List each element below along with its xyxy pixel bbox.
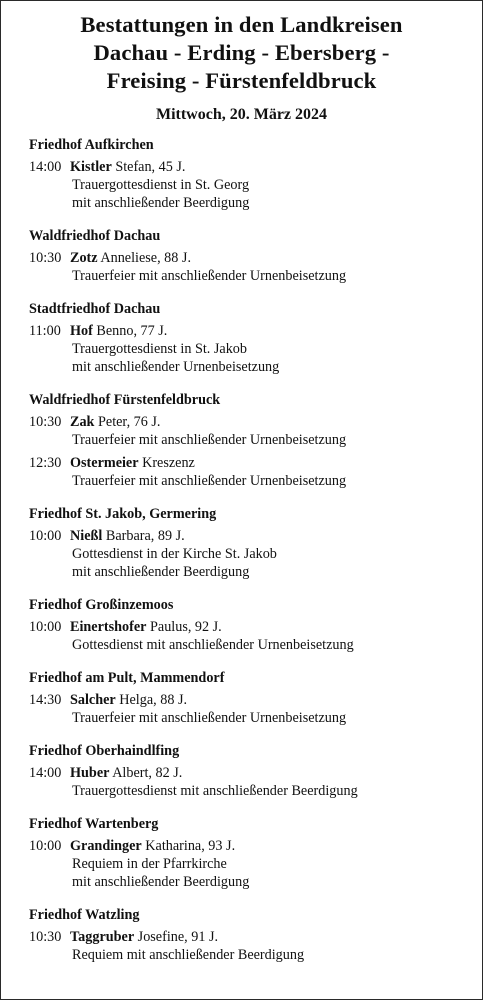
ceremony-details xyxy=(29,431,454,449)
burial-time: 10:30 xyxy=(29,250,62,266)
cemetery-name: Waldfriedhof Dachau xyxy=(29,228,161,244)
deceased-surname: Taggruber xyxy=(70,929,135,945)
ceremony-details xyxy=(29,782,454,800)
deceased-firstname-age: Peter, 76 J. xyxy=(98,414,161,430)
ceremony-detail-line: Gottesdienst in der Kirche St. Jakob xyxy=(72,546,277,562)
deceased-surname: Salcher xyxy=(70,692,116,708)
entry-header xyxy=(29,691,454,709)
deceased-surname: Nießl xyxy=(70,528,103,544)
deceased-firstname-age: Katharina, 93 J. xyxy=(145,838,236,854)
entry-header xyxy=(29,249,454,267)
deceased-firstname-age: Josefine, 91 J. xyxy=(137,929,219,945)
deceased-surname: Zotz xyxy=(70,250,98,266)
deceased-firstname-age: Anneliese, 88 J. xyxy=(100,250,191,266)
ceremony-details xyxy=(29,709,454,727)
title-line: Freising - Fürstenfeldbruck xyxy=(106,68,377,93)
burial-time: 10:00 xyxy=(29,838,62,854)
cemetery-section xyxy=(29,136,454,212)
cemetery-name: Friedhof am Pult, Mammendorf xyxy=(29,670,225,686)
title-line: Bestattungen in den Landkreisen xyxy=(80,12,403,37)
cemetery-name: Waldfriedhof Fürstenfeldbruck xyxy=(29,392,221,408)
burial-time: 10:00 xyxy=(29,619,62,635)
burial-entry xyxy=(29,454,454,490)
entry-header xyxy=(29,928,454,946)
ceremony-detail-line: Requiem in der Pfarrkirche xyxy=(72,856,227,872)
entry-header xyxy=(29,322,454,340)
cemetery-section xyxy=(29,906,454,964)
ceremony-details xyxy=(29,636,454,654)
burial-time: 14:00 xyxy=(29,159,62,175)
ceremony-detail-line: Trauergottesdienst in St. Georg xyxy=(72,177,250,193)
cemetery-section xyxy=(29,669,454,727)
burial-entry xyxy=(29,158,454,212)
cemetery-section xyxy=(29,391,454,490)
cemetery-section xyxy=(29,742,454,800)
deceased-surname: Hof xyxy=(70,323,93,339)
burial-time: 11:00 xyxy=(29,323,61,339)
deceased-surname: Grandinger xyxy=(70,838,142,854)
entry-header xyxy=(29,527,454,545)
entry-header xyxy=(29,618,454,636)
cemetery-section xyxy=(29,815,454,891)
ceremony-detail-line: Gottesdienst mit anschließender Urnenbeisetzung xyxy=(72,637,354,653)
burial-entry xyxy=(29,837,454,891)
burial-entry xyxy=(29,928,454,964)
deceased-surname: Ostermeier xyxy=(70,455,139,471)
burial-entry xyxy=(29,322,454,376)
cemetery-name: Friedhof Großinzemoos xyxy=(29,597,174,613)
title-line: Dachau - Erding - Ebersberg - xyxy=(93,40,390,65)
entry-header xyxy=(29,413,454,431)
burial-time: 10:00 xyxy=(29,528,62,544)
ceremony-details xyxy=(29,855,454,891)
cemetery-name: Friedhof Oberhaindlfing xyxy=(29,743,180,759)
ceremony-detail-line: Trauergottesdienst mit anschließender Beerdigung xyxy=(72,783,358,799)
deceased-firstname-age: Barbara, 89 J. xyxy=(105,528,185,544)
burial-entry xyxy=(29,691,454,727)
deceased-firstname-age: Kreszenz xyxy=(142,455,195,471)
entry-header xyxy=(29,837,454,855)
burial-entry xyxy=(29,413,454,449)
ceremony-details xyxy=(29,545,454,581)
entry-header xyxy=(29,764,454,782)
ceremony-detail-line: Trauerfeier mit anschließender Urnenbeisetzung xyxy=(72,473,347,489)
ceremony-detail-line: mit anschließender Urnenbeisetzung xyxy=(72,359,280,375)
burial-time: 10:30 xyxy=(29,414,62,430)
page-title xyxy=(19,11,464,95)
date-line: Mittwoch, 20. März 2024 xyxy=(155,106,328,123)
cemetery-name: Friedhof Aufkirchen xyxy=(29,137,154,153)
deceased-firstname-age: Albert, 82 J. xyxy=(112,765,183,781)
deceased-firstname-age: Paulus, 92 J. xyxy=(150,619,222,635)
ceremony-detail-line: mit anschließender Beerdigung xyxy=(72,564,250,580)
deceased-firstname-age: Benno, 77 J. xyxy=(96,323,168,339)
cemetery-name: Stadtfriedhof Dachau xyxy=(29,301,161,317)
ceremony-details xyxy=(29,176,454,212)
cemetery-list xyxy=(29,136,454,964)
cemetery-name: Friedhof St. Jakob, Germering xyxy=(29,506,217,522)
cemetery-name: Friedhof Watzling xyxy=(29,907,140,923)
cemetery-section xyxy=(29,227,454,285)
burial-entry xyxy=(29,527,454,581)
ceremony-details xyxy=(29,472,454,490)
deceased-surname: Huber xyxy=(70,765,110,781)
ceremony-details xyxy=(29,946,454,964)
ceremony-detail-line: Trauerfeier mit anschließender Urnenbeisetzung xyxy=(72,268,347,284)
ceremony-detail-line: mit anschließender Beerdigung xyxy=(72,874,250,890)
entry-header xyxy=(29,454,454,472)
ceremony-details xyxy=(29,340,454,376)
burial-entry xyxy=(29,764,454,800)
cemetery-name: Friedhof Wartenberg xyxy=(29,816,159,832)
ceremony-detail-line: Requiem mit anschließender Beerdigung xyxy=(72,947,305,963)
burial-time: 14:00 xyxy=(29,765,62,781)
deceased-surname: Zak xyxy=(70,414,95,430)
cemetery-section xyxy=(29,596,454,654)
burial-entry xyxy=(29,618,454,654)
deceased-surname: Einertshofer xyxy=(70,619,147,635)
ceremony-detail-line: Trauergottesdienst in St. Jakob xyxy=(72,341,247,357)
deceased-firstname-age: Helga, 88 J. xyxy=(119,692,188,708)
ceremony-details xyxy=(29,267,454,285)
entry-header xyxy=(29,158,454,176)
deceased-firstname-age: Stefan, 45 J. xyxy=(115,159,186,175)
ceremony-detail-line: Trauerfeier mit anschließender Urnenbeisetzung xyxy=(72,432,347,448)
deceased-surname: Kistler xyxy=(70,159,112,175)
cemetery-section xyxy=(29,300,454,376)
burial-entry xyxy=(29,249,454,285)
cemetery-section xyxy=(29,505,454,581)
burial-time: 14:30 xyxy=(29,692,62,708)
ceremony-detail-line: mit anschließender Beerdigung xyxy=(72,195,250,211)
ceremony-detail-line: Trauerfeier mit anschließender Urnenbeisetzung xyxy=(72,710,347,726)
burial-time: 12:30 xyxy=(29,455,62,471)
burial-time: 10:30 xyxy=(29,929,62,945)
